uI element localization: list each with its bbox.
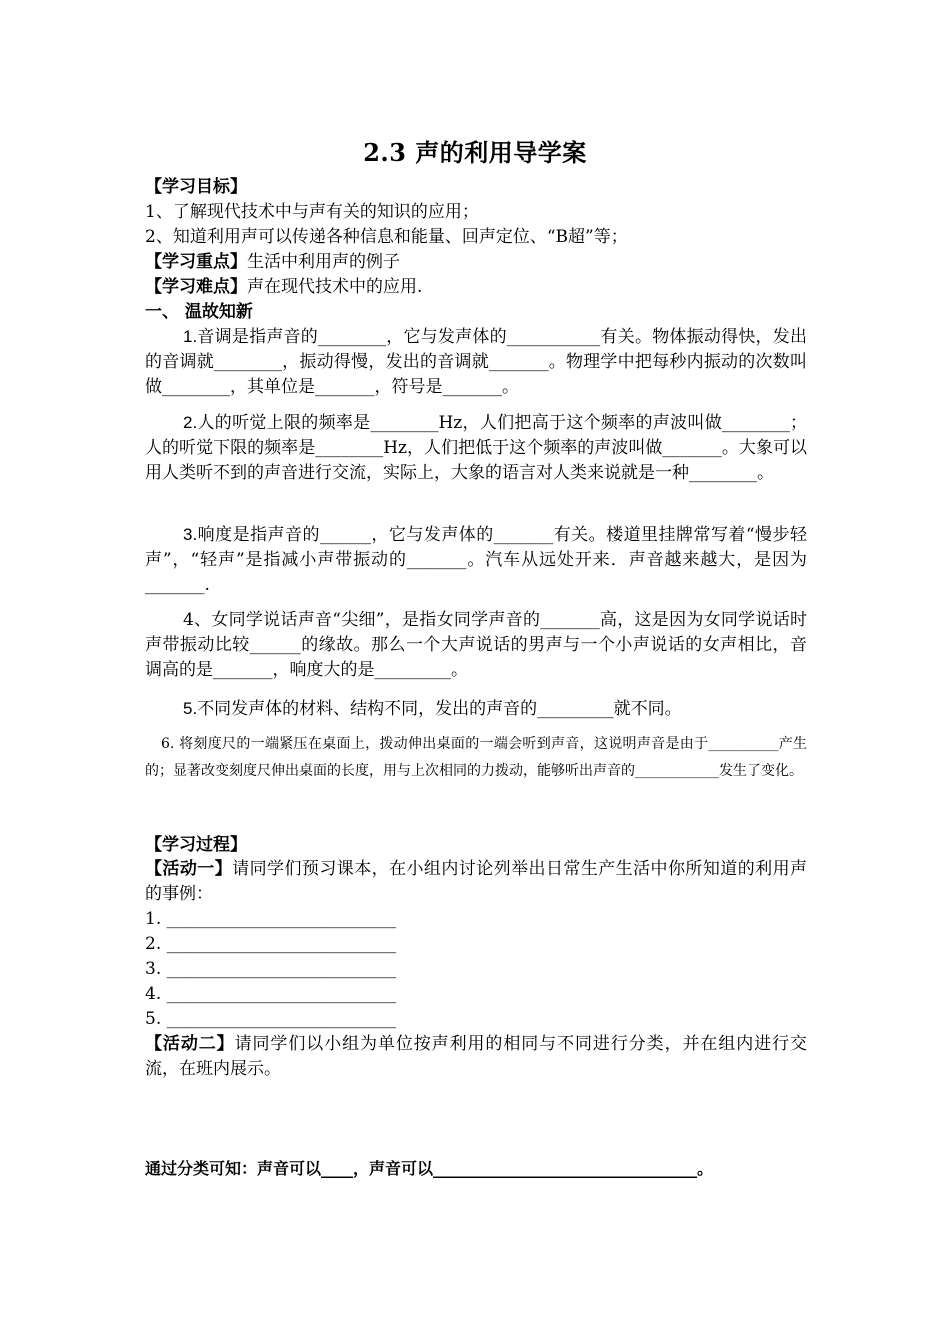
goals-heading: 【学习目标】 <box>145 177 247 197</box>
review-question-2 <box>145 410 807 486</box>
activity-two <box>145 1032 807 1082</box>
question-text: 不同发声体的材料、结构不同，发出的声音的_________就不同。 <box>197 699 682 719</box>
review-question-3 <box>145 522 807 598</box>
review-question-4: 4、女同学说话声音“尖细”，是指女同学声音的_______高，这是因为女同学说话时声带振动比较______的缘故。那么一个大声说话的男声与一个小声说话的女声相比，音调高的是_______，响度大的是_________。 <box>145 610 807 680</box>
activity-two-text: 请同学们以小组为单位按声利用的相同与不同进行分类，并在组内进行交流，在班内展示。 <box>145 1034 808 1079</box>
question-number: 3. <box>183 525 198 544</box>
question-number: 2. <box>183 413 198 432</box>
example-line: 5. ___________________________ <box>145 1009 397 1029</box>
example-line: 3. ___________________________ <box>145 959 397 979</box>
key-point-label: 【学习重点】 <box>145 252 247 272</box>
example-line: 4. ___________________________ <box>145 984 397 1004</box>
review-question-5 <box>145 696 807 722</box>
question-number: 5. <box>183 699 198 718</box>
difficulty-text: 声在现代技术中的应用. <box>247 277 423 297</box>
example-line: 2. ___________________________ <box>145 934 397 954</box>
question-text: 音调是指声音的________，它与发声体的___________有关。物体振动得快，发出的音调就________，振动得慢，发出的音调就_______。物理学中把每秒内振动的次数叫做________，其单位是_______，符号是_______。 <box>145 327 807 397</box>
example-line: 1. ___________________________ <box>145 909 397 929</box>
key-point <box>145 250 807 275</box>
activity-two-label: 【活动二】 <box>145 1034 235 1054</box>
review-question-1 <box>145 324 807 400</box>
review-heading: 一、 温故知新 <box>145 302 253 322</box>
process-heading: 【学习过程】 <box>145 835 247 855</box>
question-text: 响度是指声音的______，它与发声体的_______有关。楼道里挂牌常写着“慢步轻声”，“轻声”是指减小声带振动的_______。汽车从远处开来．声音越来越大，是因为_______. <box>145 525 807 595</box>
question-text: 人的听觉上限的频率是________Hz，人们把高于这个频率的声波叫做________；人的听觉下限的频率是________Hz，人们把低于这个频率的声波叫做_______。大象可以用人类听不到的声音进行交流，实际上，大象的语言对人类来说就是一种________。 <box>145 413 807 483</box>
difficulty-point <box>145 275 807 300</box>
review-question-6: 6. 将刻度尺的一端紧压在桌面上，拨动伸出桌面的一端会听到声音，这说明声音是由于__________产生的；显著改变刻度尺伸出桌面的长度，用与上次相同的力拨动，能够听出声音的____________发生了变化。 <box>145 736 807 779</box>
goal-item: 2、知道利用声可以传递各种信息和能量、回声定位、“B超”等； <box>145 227 628 247</box>
difficulty-label: 【学习难点】 <box>145 277 247 297</box>
activity-one-text: 请同学们预习课本，在小组内讨论列举出日常生产生活中你所知道的利用声的事例： <box>145 859 808 904</box>
key-point-text: 生活中利用声的例子 <box>247 252 400 272</box>
goal-item: 1、了解现代技术中与声有关的知识的应用； <box>145 202 479 222</box>
conclusion: 通过分类可知：声音可以____，声音可以_________________________________。 <box>145 1159 714 1178</box>
activity-one <box>145 857 807 907</box>
activity-one-label: 【活动一】 <box>145 859 233 879</box>
page-title: 2.3 声的利用导学案 <box>363 138 587 167</box>
question-number: 1. <box>183 327 198 346</box>
